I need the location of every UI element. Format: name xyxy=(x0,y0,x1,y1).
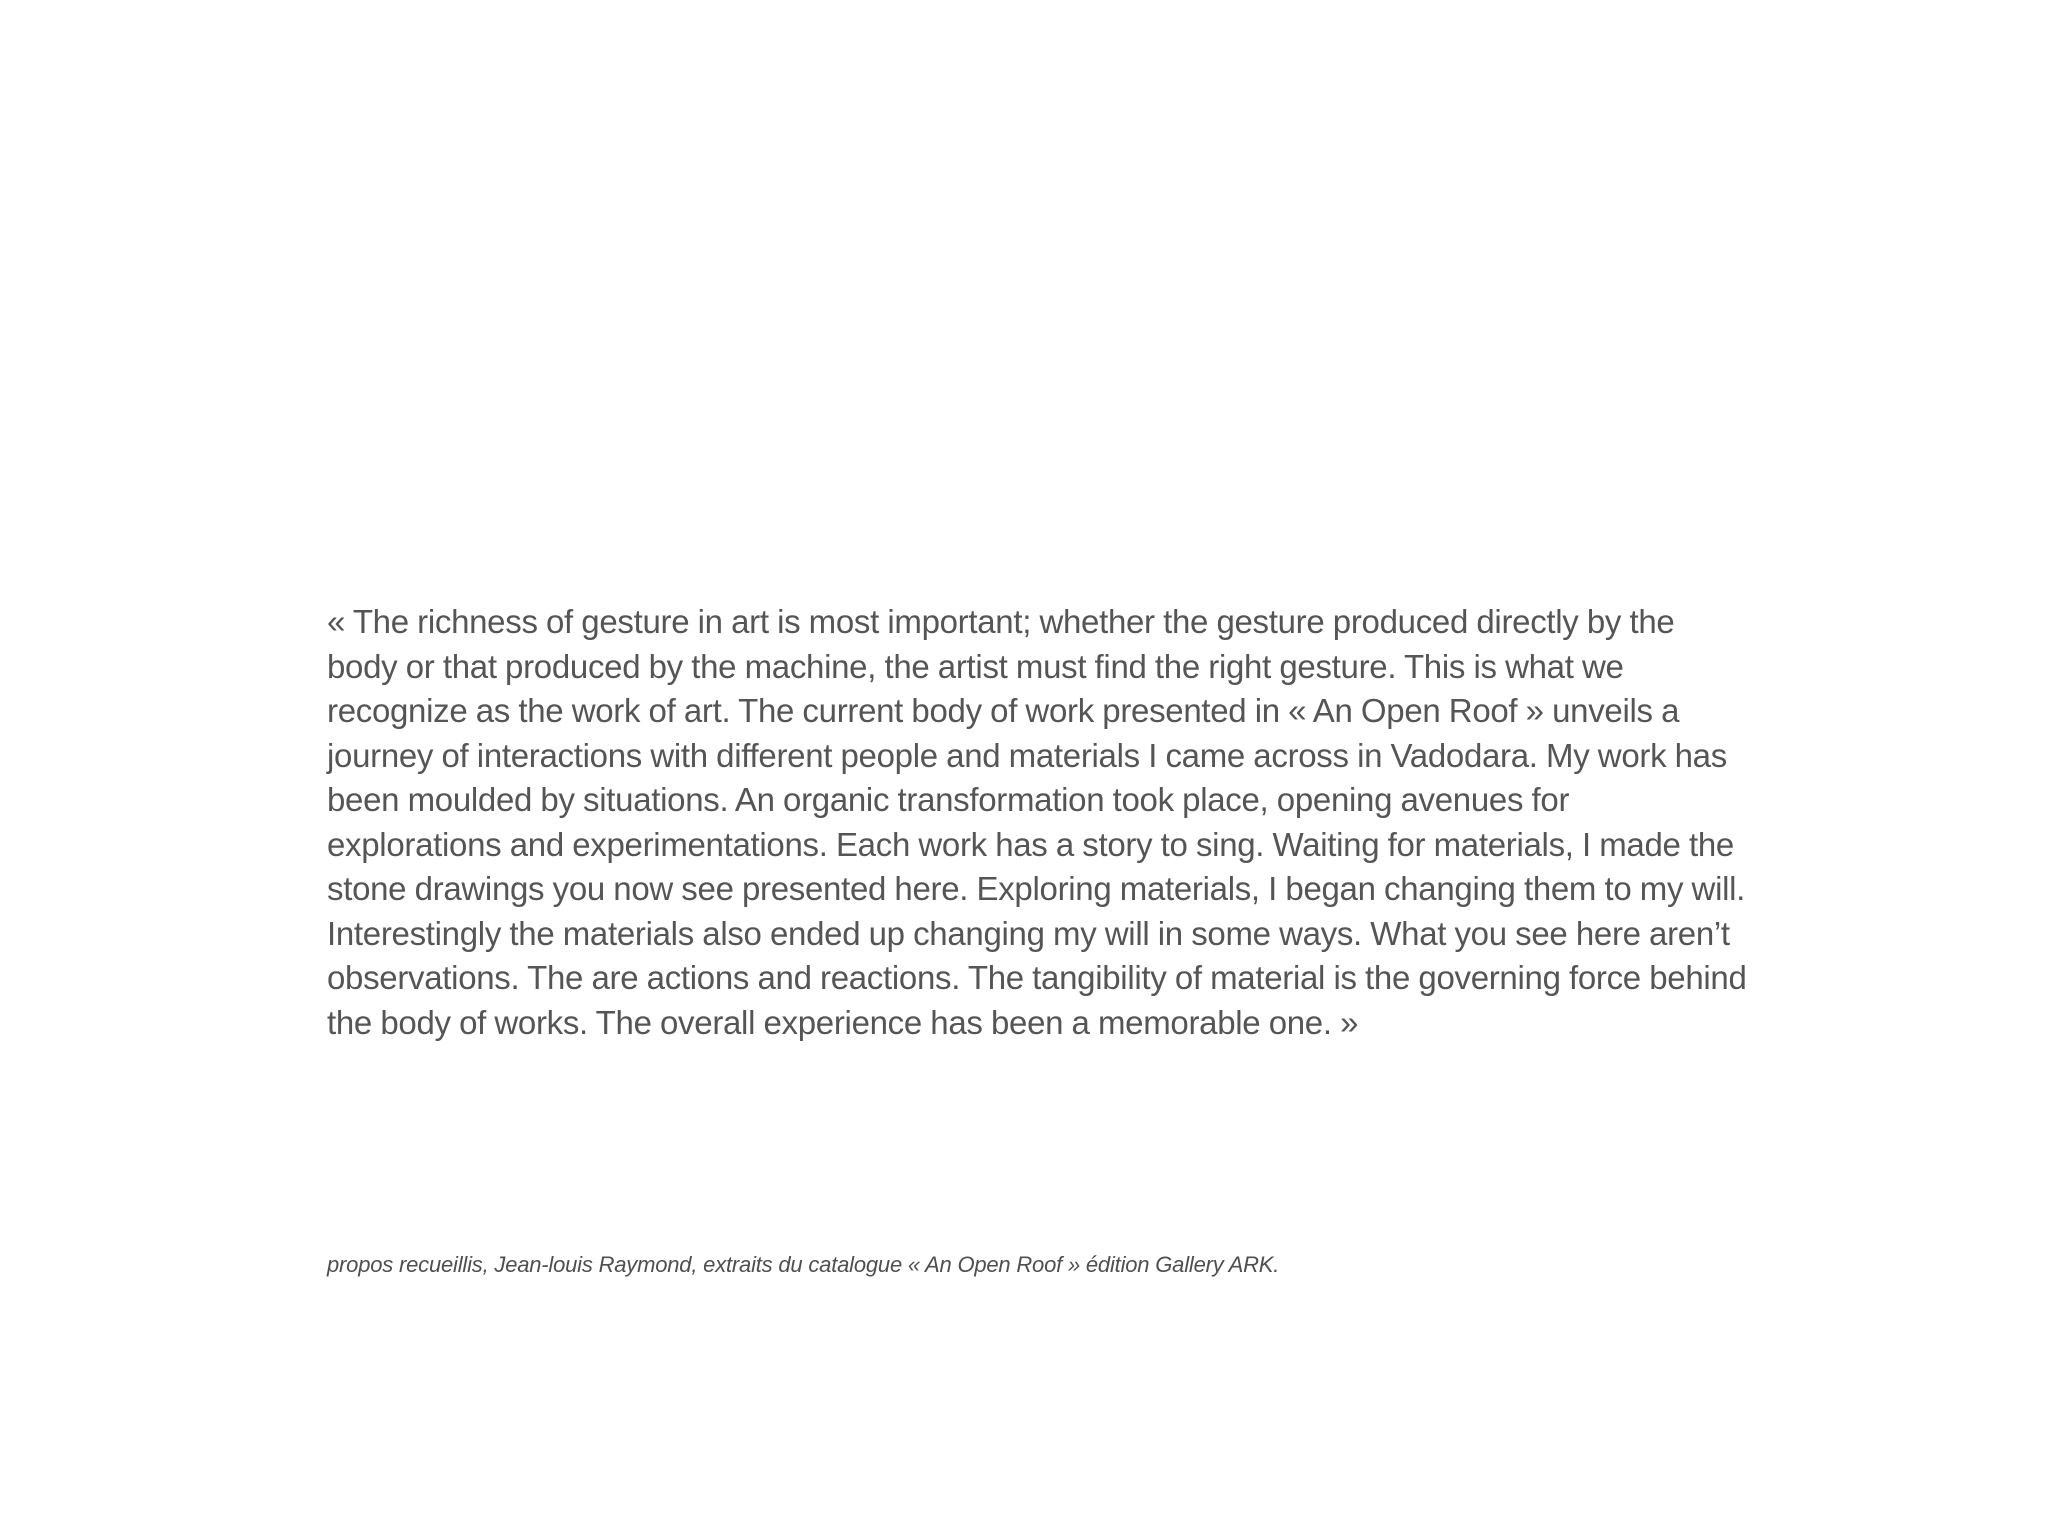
source-caption: propos recueillis, Jean-louis Raymond, extraits du catalogue « An Open Roof » édition Gallery ARK. xyxy=(327,1252,1280,1277)
artist-quote: « The richness of gesture in art is most important; whether the gesture produced directly by the body or that produced by the machine, the artist must find the right gesture. This is what we recognize as the work of art. The current body of work presented in « An Open Roof » unveils a journey of interactions with different people and materials I came across in Vadodara. My work has been moulded by situations. An organic transformation took place, opening avenues for explorations and experimentations. Each work has a story to sing. Waiting for materials, I made the stone drawings you now see presented here. Exploring materials, I began changing them to my will. Interestingly the materials also ended up changing my will in some ways. What you see here aren’t observations. The are actions and reactions. The tangibility of material is the governing force behind the body of works. The overall experience has been a memorable one. » xyxy=(327,603,1747,1041)
